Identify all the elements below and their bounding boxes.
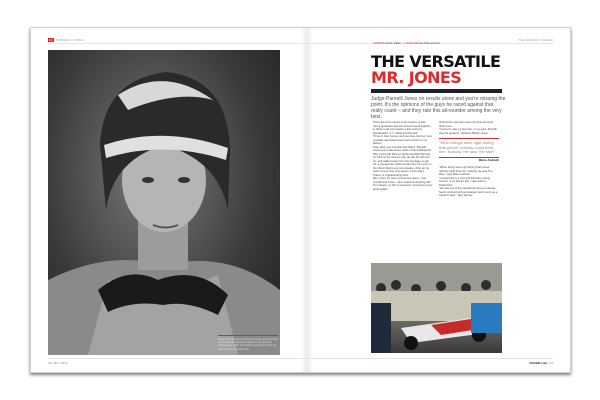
- magazine-spread: [30, 27, 571, 373]
- issue-date: MAY 2013: [53, 361, 68, 365]
- body-paragraph: Throw in Dan Gurney and you have the four most versatile, decorated and revered racers in our lifetime.: [373, 135, 432, 145]
- driver-portrait-illustration: [48, 50, 280, 355]
- body-column-1: [373, 121, 433, 191]
- race-car-crowd-photo: [371, 263, 502, 353]
- header-divider: [48, 43, 553, 44]
- body-paragraph: "I know he was my hero but, in my eyes, Parnelli was the greatest," declares Bobby Unser.: [439, 128, 497, 135]
- right-section-label: THE RACERS' RACER: [518, 38, 553, 42]
- pull-quote-attribution: Mario Andretti: [478, 157, 499, 162]
- pull-quote: "When things were right during that period, nobody could beat him. Nobody. He was The Man": [439, 138, 499, 158]
- body-paragraph: think Rufus may have been the best all-round driver ever.: [439, 121, 494, 128]
- left-footer: 32 | MAY 2013: [48, 361, 68, 365]
- body-paragraph: "I would rank A.J. first and Parnelli a strong second, if not tied for first," says Johnny Rutherford.: [439, 176, 491, 187]
- body-paragraph: "He was one of the special few who you always had to contend with and always had to work up a sweat to beat," says Gurney.: [439, 187, 498, 198]
- body-paragraph: "When things were right during that period, nobody could beat him. Nobody. He was The Man," says Mario Andretti.: [439, 166, 493, 177]
- page-gutter: [301, 28, 313, 372]
- standfirst: Judge Parnelli Jones on results alone and you're missing the point. It's the opinions of the guys he raced against that really count – and they rate this all-rounder among the very best.: [371, 96, 506, 120]
- words-label: WORDS: [373, 41, 385, 45]
- credits: WORDS Robin Miller | MAIN IMAGE IMS archive: [373, 41, 441, 45]
- headline-line2: MR. JONES: [371, 68, 462, 87]
- footer-divider: [48, 358, 553, 359]
- right-footer: RACER.com | 33: [529, 361, 553, 365]
- left-section-label: PARNELLI JONES: [55, 38, 84, 42]
- site-name: RACER.com: [529, 361, 548, 365]
- race-car-illustration: [371, 263, 502, 353]
- body-column-2: [439, 121, 499, 198]
- portrait-photo: [48, 50, 280, 355]
- left-header: [48, 38, 84, 42]
- images-label: MAIN IMAGE: [405, 41, 424, 45]
- photo-caption: Rufus "Parnelli" Jones developed his fine sportsmanship racing sedans in Southern California. He arrived at Indianapolis in 1961 and quickly became one of the top names on the Indy car circuit.: [218, 335, 278, 351]
- right-footer-page: 33: [549, 361, 553, 365]
- body-paragraph: Now, when you consider that Rufus "Parnelli" Jones only made seven starts in the Indianapolis 500, a tied with Roscoe Sarles and Bob Burman for 53rd on the all-time Indy car win list with just six, and walked away from the big stage at age 34, a younger fan might wonder why he's even in the Mount Rushmore conversation. After all, he wasn't a four-time Indy winner, a Formula 1 champ or a globetrotting hero.: [373, 145, 432, 177]
- writer-name: Robin Miller: [385, 41, 402, 45]
- left-page-number: 32: [49, 38, 53, 42]
- body-paragraph: But, in fact, he was a monstrous talent – fast, smooth and smart – who mastered anything with four wheels, on dirt or pavement. And some pretty good judges: [373, 177, 433, 191]
- headline-rule: [371, 89, 502, 93]
- body-paragraph: There are three names in the lexicon of auto racing greatness that are forever bound together in history and only require a first name for identification: A.J., Mario and Parnelli.: [373, 121, 431, 135]
- left-footer-page: 32: [48, 361, 52, 365]
- headline-line1: THE VERSATILE: [371, 52, 501, 71]
- image-credit: IMS archive: [424, 41, 441, 45]
